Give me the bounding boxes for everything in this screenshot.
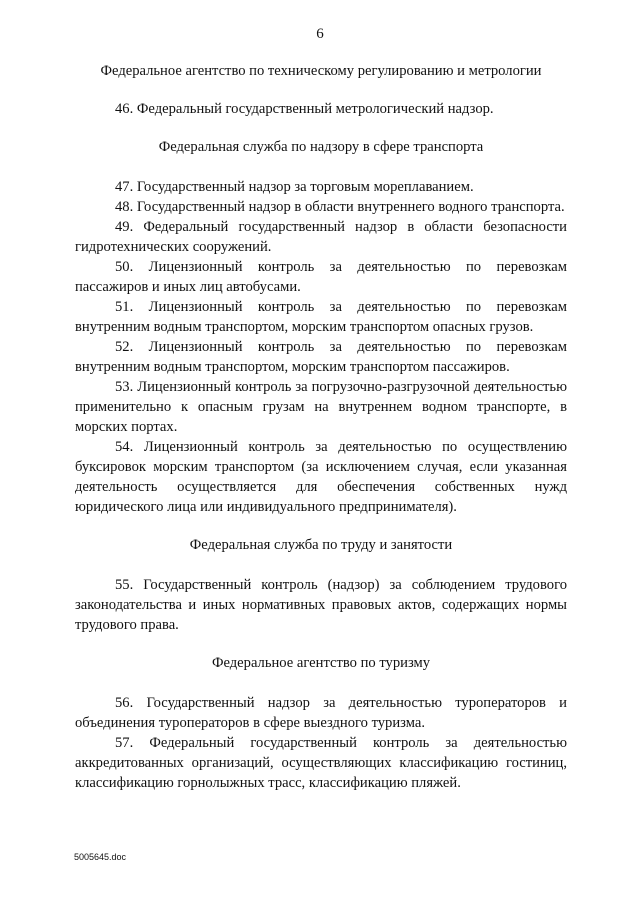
list-item-46: 46. Федеральный государственный метрологический надзор.: [115, 101, 494, 117]
page-number: 6: [316, 26, 324, 42]
list-item-57: 57. Федеральный государственный контроль за деятельностью аккредитованных организаций, осуществляющих классификацию гостиниц, классификацию горнолыжных трасс, классификацию пляжей.: [75, 735, 567, 791]
section-heading-rostrud: Федеральная служба по труду и занятости: [189, 537, 453, 553]
list-item-54: 54. Лицензионный контроль за деятельностью по осуществлению буксировок морским транспортом (за исключением случая, если указанная деятельность осуществляется для обеспечения собственных нужд юридического лица или индивидуального предпринимателя).: [75, 439, 567, 515]
section-heading-rosturizm: Федеральное агентство по туризму: [211, 655, 431, 671]
list-item-56: 56. Государственный надзор за деятельностью туроператоров и объединения туроператоров в сфере выездного туризма.: [75, 695, 567, 731]
list-item-50: 50. Лицензионный контроль за деятельностью по перевозкам пассажиров и иных лиц автобусами.: [75, 259, 567, 295]
list-item-53: 53. Лицензионный контроль за погрузочно-разгрузочной деятельностью применительно к опасным грузам на внутреннем водном транспорте, в морских портах.: [75, 379, 567, 435]
list-item-55: 55. Государственный контроль (надзор) за соблюдением трудового законодательства и иных нормативных правовых актов, содержащих нормы трудового права.: [75, 577, 567, 633]
list-item-52: 52. Лицензионный контроль за деятельностью по перевозкам внутренним водным транспортом, морским транспортом пассажиров.: [75, 339, 567, 375]
list-item-48: 48. Государственный надзор в области внутреннего водного транспорта.: [115, 199, 565, 215]
section-heading-rostransnadzor: Федеральная служба по надзору в сфере транспорта: [158, 139, 484, 155]
list-item-49: 49. Федеральный государственный надзор в области безопасности гидротехнических сооружений.: [75, 219, 567, 255]
document-body: [75, 60, 567, 793]
list-item-51: 51. Лицензионный контроль за деятельностью по перевозкам внутренним водным транспортом, морским транспортом опасных грузов.: [75, 299, 567, 335]
footer-filename: 5005645.doc: [74, 852, 127, 862]
list-item-47: 47. Государственный надзор за торговым мореплаванием.: [115, 179, 474, 195]
section-heading-rosstandart: Федеральное агентство по техническому регулированию и метрологии: [100, 63, 542, 79]
